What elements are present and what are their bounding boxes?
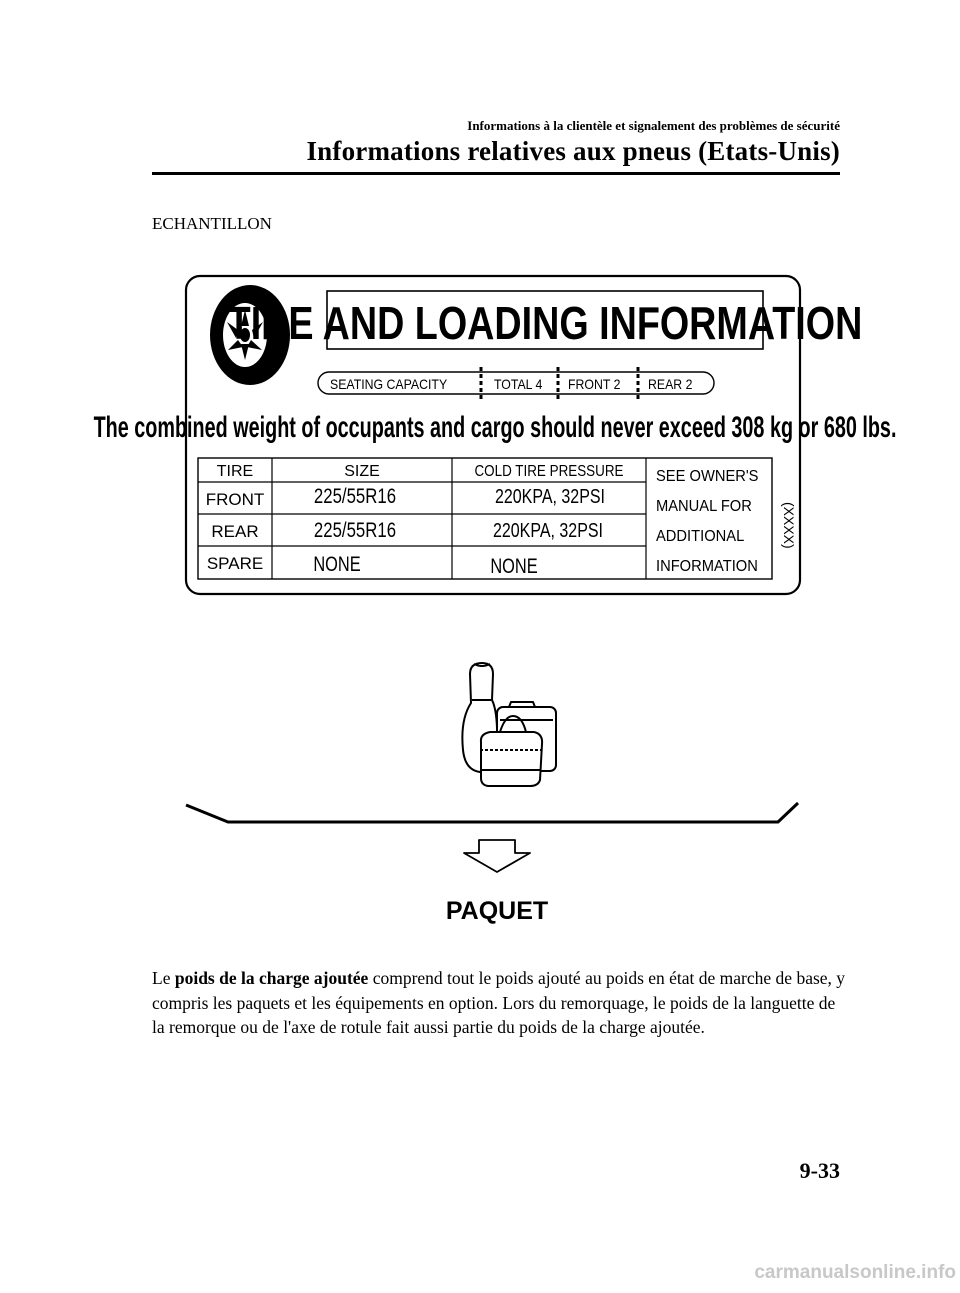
owners-note-line-2: MANUAL FOR [655, 497, 752, 516]
header-pressure: COLD TIRE PRESSURE [474, 463, 624, 481]
page-number: 9-33 [799, 1158, 840, 1183]
row-front-tire: FRONT [205, 490, 265, 509]
cargo-label: PAQUET [445, 897, 549, 925]
seating-capacity-label: SEATING CAPACITY [330, 376, 448, 393]
placard-code: (XXXX) [781, 502, 797, 549]
row-spare-tire: SPARE [206, 554, 264, 573]
owners-note-line-4: INFORMATION [655, 557, 758, 576]
body-lead: Le [152, 968, 175, 988]
seating-total: TOTAL 4 [494, 376, 543, 393]
row-spare-size: NONE [313, 552, 361, 576]
placard-title: TIRE AND LOADING INFORMATION [227, 297, 863, 349]
cargo-luggage-icon [462, 663, 556, 786]
section-header: Informations à la clientèle et signalement des problèmes de sécurité [467, 118, 840, 133]
header-tire: TIRE [216, 463, 254, 480]
row-front-size: 225/55R16 [313, 485, 397, 509]
row-front-pressure: 220KPA, 32PSI [494, 485, 606, 508]
tire-table [198, 458, 772, 579]
watermark: carmanualsonline.info [754, 1262, 956, 1283]
page-title: Informations relatives aux pneus (Etats-Unis) [306, 136, 840, 166]
cargo-tray-line [186, 803, 798, 822]
seating-front: FRONT 2 [568, 376, 621, 393]
body-paragraph [152, 966, 846, 1040]
row-rear-size: 225/55R16 [313, 519, 397, 543]
header-size: SIZE [344, 463, 380, 480]
owners-note-line-3: ADDITIONAL [655, 527, 745, 546]
body-rest: comprend tout le poids ajouté au poids en état de marche de base, y compris les paquets et les équipements en option. Lors du remorquage, le poids de la languette de la remorque ou de l'axe de rotule fait aussi partie du poids de la charge ajoutée. [152, 968, 846, 1037]
owners-note-line-1: SEE OWNER'S [655, 467, 759, 486]
row-rear-pressure: 220KPA, 32PSI [492, 519, 604, 542]
row-spare-pressure: NONE [490, 554, 538, 578]
body-term: poids de la charge ajoutée [174, 968, 369, 988]
row-rear-tire: REAR [211, 522, 259, 541]
weight-statement: The combined weight of occupants and cargo should never exceed 308 kg or 680 lbs. [93, 411, 897, 445]
seating-rear: REAR 2 [648, 376, 693, 393]
down-arrow-icon [464, 840, 530, 872]
sample-label: ECHANTILLON [152, 214, 272, 233]
